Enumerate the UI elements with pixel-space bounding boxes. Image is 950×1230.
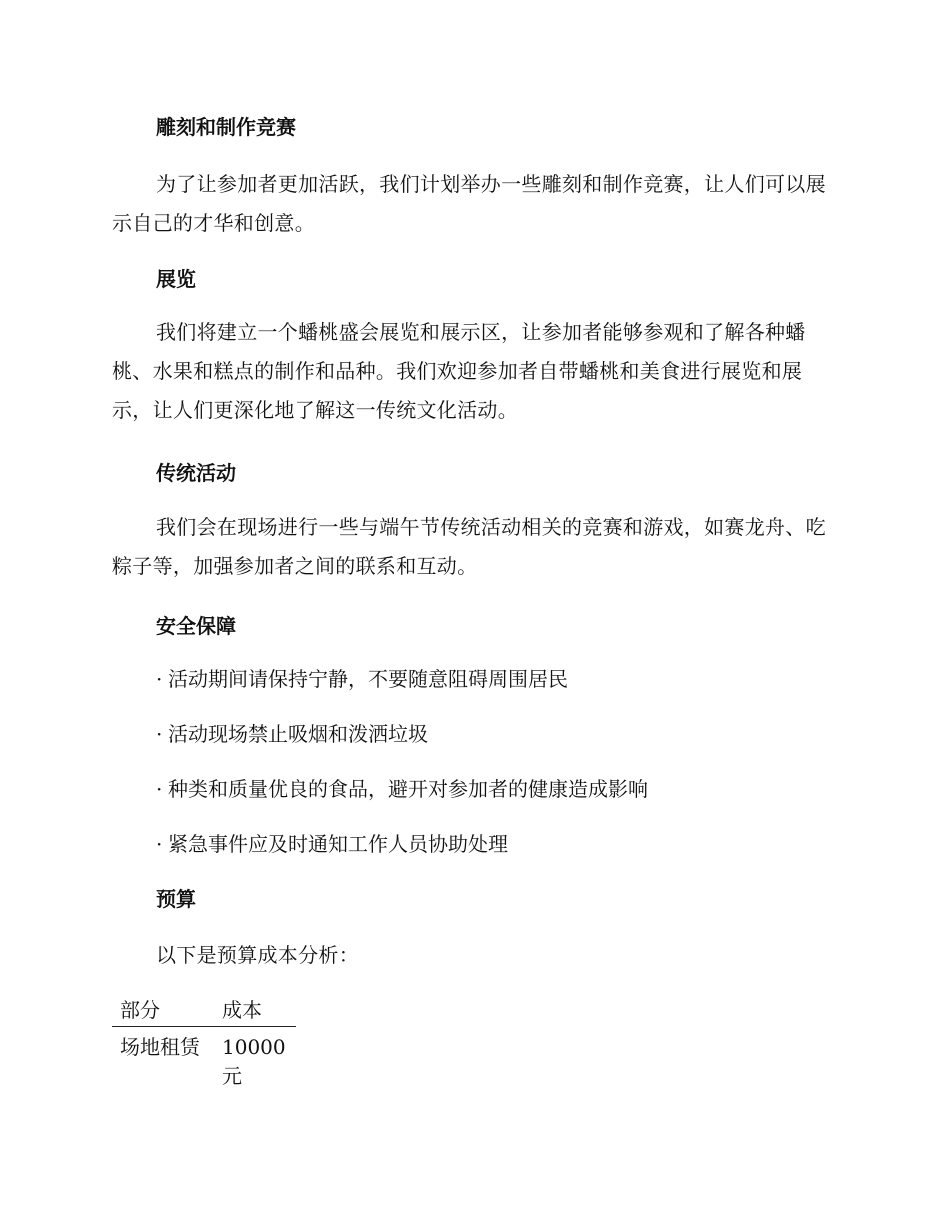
section-heading-traditional-activities: 传统活动 (156, 461, 236, 485)
table-cell-part: 场地租赁 (120, 1035, 200, 1059)
list-item (156, 665, 568, 693)
table-header-row (112, 996, 296, 1027)
section-heading-safety: 安全保障 (156, 614, 236, 638)
list-item (156, 775, 648, 803)
bullet-icon: · (156, 832, 163, 856)
section-paragraph-budget: 以下是预算成本分析： (156, 943, 359, 967)
bullet-icon: · (156, 777, 163, 801)
table-cell-cost: 10000元 (222, 1035, 286, 1088)
table-row (112, 1027, 296, 1092)
list-item-text: 活动现场禁止吸烟和泼洒垃圾 (168, 722, 428, 746)
section-paragraph-traditional-activities: 我们会在现场进行一些与端午节传统活动相关的竞赛和游戏，如赛龙舟、吃粽子等，加强参加者之间的联系和互动。 (112, 515, 826, 578)
list-item-text: 活动期间请保持宁静，不要随意阻碍周围居民 (168, 667, 568, 691)
table-header-cost: 成本 (214, 996, 296, 1027)
section-heading-budget: 预算 (156, 887, 196, 911)
list-item (156, 720, 428, 748)
list-item-text: 紧急事件应及时通知工作人员协助处理 (168, 832, 508, 856)
section-heading-exhibition: 展览 (156, 267, 196, 291)
list-item (156, 830, 508, 858)
bullet-icon: · (156, 722, 163, 746)
bullet-icon: · (156, 667, 163, 691)
section-paragraph-exhibition: 我们将建立一个蟠桃盛会展览和展示区，让参加者能够参观和了解各种蟠桃、水果和糕点的制作和品种。我们欢迎参加者自带蟠桃和美食进行展览和展示，让人们更深化地了解这一传统文化活动。 (112, 320, 806, 422)
section-paragraph-carving-contest: 为了让参加者更加活跃，我们计划举办一些雕刻和制作竞赛，让人们可以展示自己的才华和创意。 (112, 172, 826, 235)
list-item-text: 种类和质量优良的食品，避开对参加者的健康造成影响 (168, 777, 648, 801)
section-heading-carving-contest: 雕刻和制作竞赛 (156, 115, 296, 139)
budget-table (112, 996, 296, 1091)
table-header-part: 部分 (112, 996, 214, 1027)
